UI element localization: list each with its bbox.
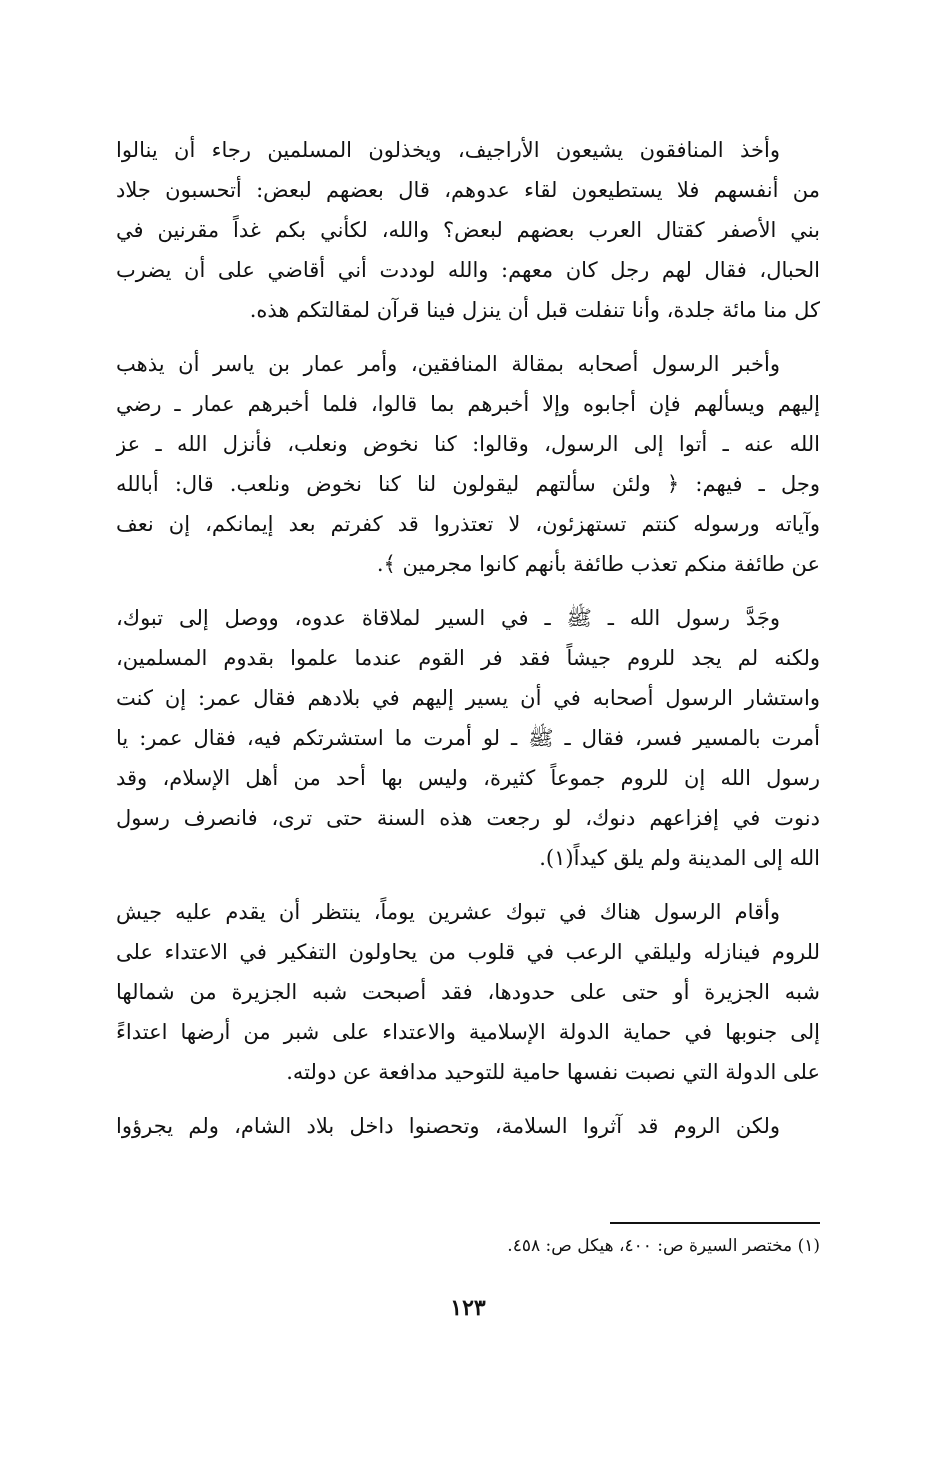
text-line: إلى جنوبها في حماية الدولة الإسلامية والاعتداء على شبر من أرضها اعتداءً <box>116 1020 820 1044</box>
text-line: رسول الله إن للروم جموعاً كثيرة، وليس بها أحد من أهل الإسلام، وقد <box>116 766 820 790</box>
paragraph-2 <box>116 344 820 584</box>
footnote: (١) مختصر السيرة ص: ٤٠٠، هيكل ص: ٤٥٨. <box>507 1236 820 1256</box>
footnote-divider <box>610 1222 820 1224</box>
paragraph-4 <box>116 892 820 1092</box>
text-line: وأخبر الرسول أصحابه بمقالة المنافقين، وأمر عمار بن ياسر أن يذهب <box>116 352 780 376</box>
book-page <box>116 130 820 1430</box>
text-line: الله إلى المدينة ولم يلق كيداً(١). <box>539 846 820 870</box>
text-line: إليهم ويسألهم فإن أجابوه وإلا أخبرهم بما قالوا، فلما أخبرهم عمار ـ رضي <box>116 392 820 416</box>
text-line: وآياته ورسوله كنتم تستهزئون، لا تعتذروا قد كفرتم بعد إيمانكم، إن نعف <box>116 512 820 536</box>
text-line: بني الأصفر كقتال العرب بعضهم لبعض؟ والله، لكأني بكم غداً مقرنين في <box>116 218 820 242</box>
text-line: الحبال، فقال لهم رجل كان معهم: والله لوددت أني أقاضي على أن يضرب <box>116 258 820 282</box>
text-line: الله عنه ـ أتوا إلى الرسول، وقالوا: كنا نخوض ونعلب، فأنزل الله ـ عز <box>116 432 820 456</box>
text-line: عن طائفة منكم تعذب طائفة بأنهم كانوا مجرمين ﴾. <box>376 552 820 576</box>
text-line: وأخذ المنافقون يشيعون الأراجيف، ويخذلون المسلمين رجاء أن ينالوا <box>116 138 780 162</box>
text-line: من أنفسهم فلا يستطيعون لقاء عدوهم، قال بعضهم لبعض: أتحسبون جلاد <box>116 178 820 202</box>
paragraph-1 <box>116 130 820 330</box>
text-line: كل منا مائة جلدة، وأنا تنفلت قبل أن ينزل فينا قرآن لمقالتكم هذه. <box>249 298 820 322</box>
text-line: شبه الجزيرة أو حتى على حدودها، فقد أصبحت شبه الجزيرة من شمالها <box>116 980 820 1004</box>
page-number: ١٢٣ <box>450 1295 486 1321</box>
text-line: ولكنه لم يجد للروم جيشاً فقد فر القوم عندما علموا بقدوم المسلمين، <box>116 646 820 670</box>
text-line: وجل ـ فيهم: ﴿ ولئن سألتهم ليقولون لنا كنا نخوض ونلعب. قال: أبالله <box>116 472 820 496</box>
text-line: أمرت بالمسير فسر، فقال ـ ﷺ ـ لو أمرت ما استشرتكم فيه، فقال عمر: يا <box>116 726 820 750</box>
text-line: وجَدَّ رسول الله ـ ﷺ ـ في السير لملاقاة عدوه، ووصل إلى تبوك، <box>116 606 780 630</box>
text-line: وأقام الرسول هناك في تبوك عشرين يوماً، ينتظر أن يقدم عليه جيش <box>116 900 780 924</box>
text-line: دنوت في إفزاعهم دنوك، لو رجعت هذه السنة حتى ترى، فانصرف رسول <box>116 806 820 830</box>
text-line: ولكن الروم قد آثروا السلامة، وتحصنوا داخل بلاد الشام، ولم يجرؤوا <box>116 1114 780 1138</box>
paragraph-3 <box>116 598 820 878</box>
text-line: واستشار الرسول أصحابه في أن يسير إليهم في بلادهم فقال عمر: إن كنت <box>116 686 820 710</box>
text-line: للروم فينازله وليلقي الرعب في قلوب من يحاولون التفكير في الاعتداء على <box>116 940 820 964</box>
text-line: على الدولة التي نصبت نفسها حامية للتوحيد مدافعة عن دولته. <box>286 1060 820 1084</box>
paragraph-5 <box>116 1106 820 1146</box>
